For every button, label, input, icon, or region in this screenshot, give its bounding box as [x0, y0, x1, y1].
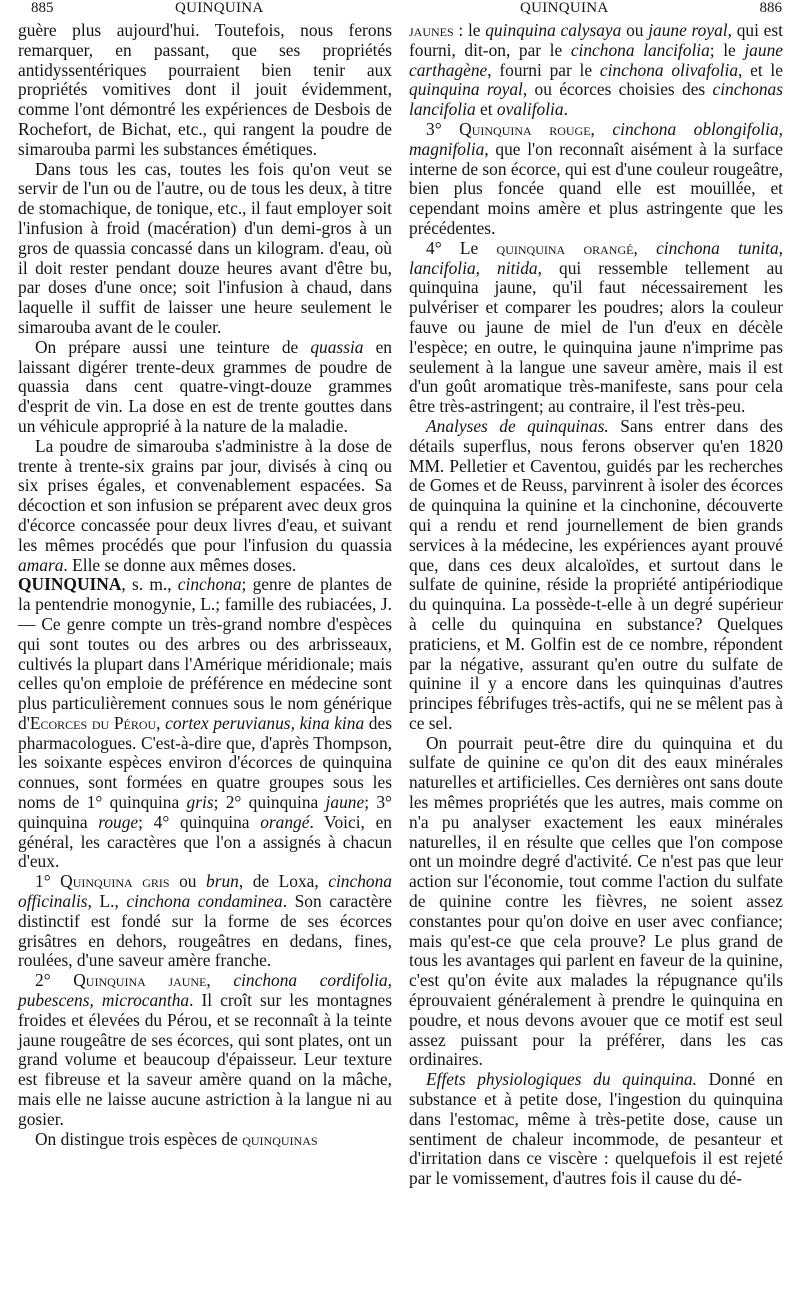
paragraph-simarouba-continuation: guère plus aujourd'hui. Toutefois, nous ferons remarquer, en passant, que ses propriétés antidyssentériques pourraient bien tenir aux propriétés vomitives dont il jouit évidemment, comme l'ont démontré les expériences de Desbois de Rochefort, de Bichat, etc., qui rangent la poudre de simarouba parmi les substances émétiques. [18, 20, 392, 159]
right-running-title: QUINQUINA [520, 0, 609, 16]
paragraph-teinture: On prépare aussi une teinture de quassia en laissant digérer trente-deux grammes de poudre de quassia dans cent quatre-vingt-douze grammes d'esprit de vin. La dose en est de trente gouttes dans un véhicule approprié à la nature de la maladie. [18, 336, 393, 436]
paragraph-quinquina-jaune: 2° Quinquina jaune, cinchona cordifolia, pubescens, microcantha. Il croît sur les montagnes froides et élevées du Pérou, et se reconnaît à la teinte jaune rougeâtre de ses écorces, qui sont plates, ont un grand volume et beaucoup d'épaisseur. Leur texture est fibreuse et la saveur amère quand on la mâche, mais elle ne laisse aucune astriction à la langue ni au gosier. [18, 970, 392, 1129]
effets-heading: Effets physiologiques du quinquina. [426, 1069, 698, 1090]
paragraph-quinquina-gris: 1° Quinquina gris ou brun, de Loxa, cinchona officinalis, L., cinchona condaminea. Son caractère distinctif est fondé sur la forme de ses écorces grisâtres en dehors, rougeâtres en dedans, fines, roulées, d'une saveur amère franche. [18, 871, 392, 971]
right-page-number: 886 [759, 0, 782, 16]
paragraph-eaux-minerales: On pourrait peut-être dire du quinquina et du sulfate de quinine ce qu'on dit des eaux minérales naturelles et artificielles. Ces dernières ont sans doute les mêmes propriétés que les autres, mais comme on n'a pu analyser exactement les eaux minérales naturelles, il en résulte que celles que l'on compose ont un moindre degré d'activité. Ce n'est pas que leur action sur l'économie, tout comme l'action du sulfate de quinine contre les fièvres, ne soient assez constantes pour qu'on doive en user avec confiance; mais qu'est-ce que cela prouve? Le plus grand de tous les avantages qui parlent en faveur de la quinine, c'est qu'on évite aux malades la répugnance qu'ils éprouvaient généralement à prendre le quinquina en poudre, et nous devons avouer que ce motif est seul assez puissant pour la préférer, dans les cas ordinaires. [409, 732, 783, 1070]
left-running-title: QUINQUINA [175, 0, 264, 16]
left-column [18, 21, 392, 1149]
right-column [409, 21, 783, 1189]
entry-headword: QUINQUINA [18, 574, 122, 595]
paragraph-infusion: Dans tous les cas, toutes les fois qu'on veut se servir de l'un ou de l'autre, ou de tous les deux, à titre de stomachique, de tonique, etc., il faut employer soit l'infusion à froid (macération) d'un demi-gros à un gros de quassia concassé dans un kilogram. d'eau, où il doit rester pendant douze heures avant d'être bu, par doses d'une once; soit l'infusion à chaud, dans laquelle il suffit de laisser une heure seulement le simarouba avant de le couler. [18, 158, 392, 337]
paragraph-effets-physiologiques: Effets physiologiques du quinquina. Donné en substance et à petite dose, l'ingestion du quinquina dans l'estomac, même à très-petite dose, cause un sentiment de chaleur incommode, de pesanteur et d'irritation dans ce viscère : quelquefois il est rejeté par le vomissement, d'autres fois il cause du dé- [409, 1069, 783, 1189]
left-page-number: 885 [31, 0, 54, 16]
paragraph-trois-especes: On distingue trois espèces de quinquinas [35, 1128, 318, 1149]
paragraph-quinquina-orange: 4° Le quinquina orangé, cinchona tunita, lancifolia, nitida, qui ressemble tellement au quinquina jaune, qu'il faut nécessairement les pulvériser et comparer les poudres; alors la couleur fauve ou jaune de miel de l'un d'eux en décèle l'espèce; en outre, le quinquina jaune n'imprime pas seulement à la langue une saveur amère, mais il est d'un goût aromatique très-manifeste, sans pour cela être très-astringent; au contraire, il l'est très-peu. [409, 237, 784, 417]
entry-quinquina: QUINQUINA, s. m., cinchona; genre de plantes de la pentendrie monogynie, L.; famille des rubiacées, J. — Ce genre compte un très-grand nombre d'espèces qui sont toutes ou des arbres ou des arbrisseaux, cultivés la plupart dans l'Amérique méridionale; mais celles qu'on emploie de préférence en médecine sont plus particulièrement connues sous le nom générique d'Ecorces du Pérou, cortex peruvianus, kina kina des pharmacologues. C'est-à-dire que, d'après Thompson, les soixante espèces environ d'écorces de quinquina connues, sont formées en quatre groupes sous les noms de 1° quinquina gris; 2° quinquina jaune; 3° quinquina rouge; 4° quinquina orangé. Voici, en général, les caractères que l'on a assignés à chacun d'eux. [18, 574, 392, 872]
paragraph-analyses: Analyses de quinquinas. Sans entrer dans des détails superflus, nous ferons observer qu'en 1820 MM. Pelletier et Caventou, guidés par les recherches de Gomes et de Reuss, parvinrent à isoler des écorces de quinquina la quinine et la cinchonine, découverte qui a rendu et rend journellement de bien grands services à la médecine, les expériences ayant prouvé que, dans ces deux alcaloïdes, et surtout dans le sulfate de quinine, réside la propriété antipériodique du quinquina. La possède-t-elle à un degré supérieur à celle du quinquina en substance? Quelques praticiens, et M. Golfin est de ce nombre, répondent par la négative, assurant qu'en outre du sulfate de quinine il y a encore dans les quinquinas d'autres principes fébrifuges très-actifs, qui ne se mêlent pas à ce sel. [409, 415, 783, 733]
paragraph-poudre-simarouba: La poudre de simarouba s'administre à la dose de trente à trente-six grains par jour, divisés à cinq ou six prises égales, et convenablement espacées. Sa décoction et son infusion se préparent avec deux gros d'écorce concassée pour deux livres d'eau, et suivant les mêmes procédés que pour l'infusion du quassia amara. Elle se donne aux mêmes doses. [18, 435, 392, 575]
analyses-heading: Analyses de quinquinas. [426, 415, 609, 436]
running-header [0, 0, 800, 20]
paragraph-quinquina-rouge: 3° Quinquina rouge, cinchona oblongifolia, magnifolia, que l'on reconnaît aisément à la surface interne de son écorce, qui est d'une couleur rougeâtre, bien plus foncée quand elle est mouillée, et cependant moins amère et plus astringente que les précédentes. [409, 118, 784, 238]
paragraph-jaunes-species: jaunes : le quinquina calysaya ou jaune royal, qui est fourni, dit-on, par le cinchona lancifolia; le jaune carthagène, fourni par le cinchona olivafolia, et le quinquina royal, ou écorces choisies des cinchonas lancifolia et ovalifolia. [409, 20, 783, 120]
